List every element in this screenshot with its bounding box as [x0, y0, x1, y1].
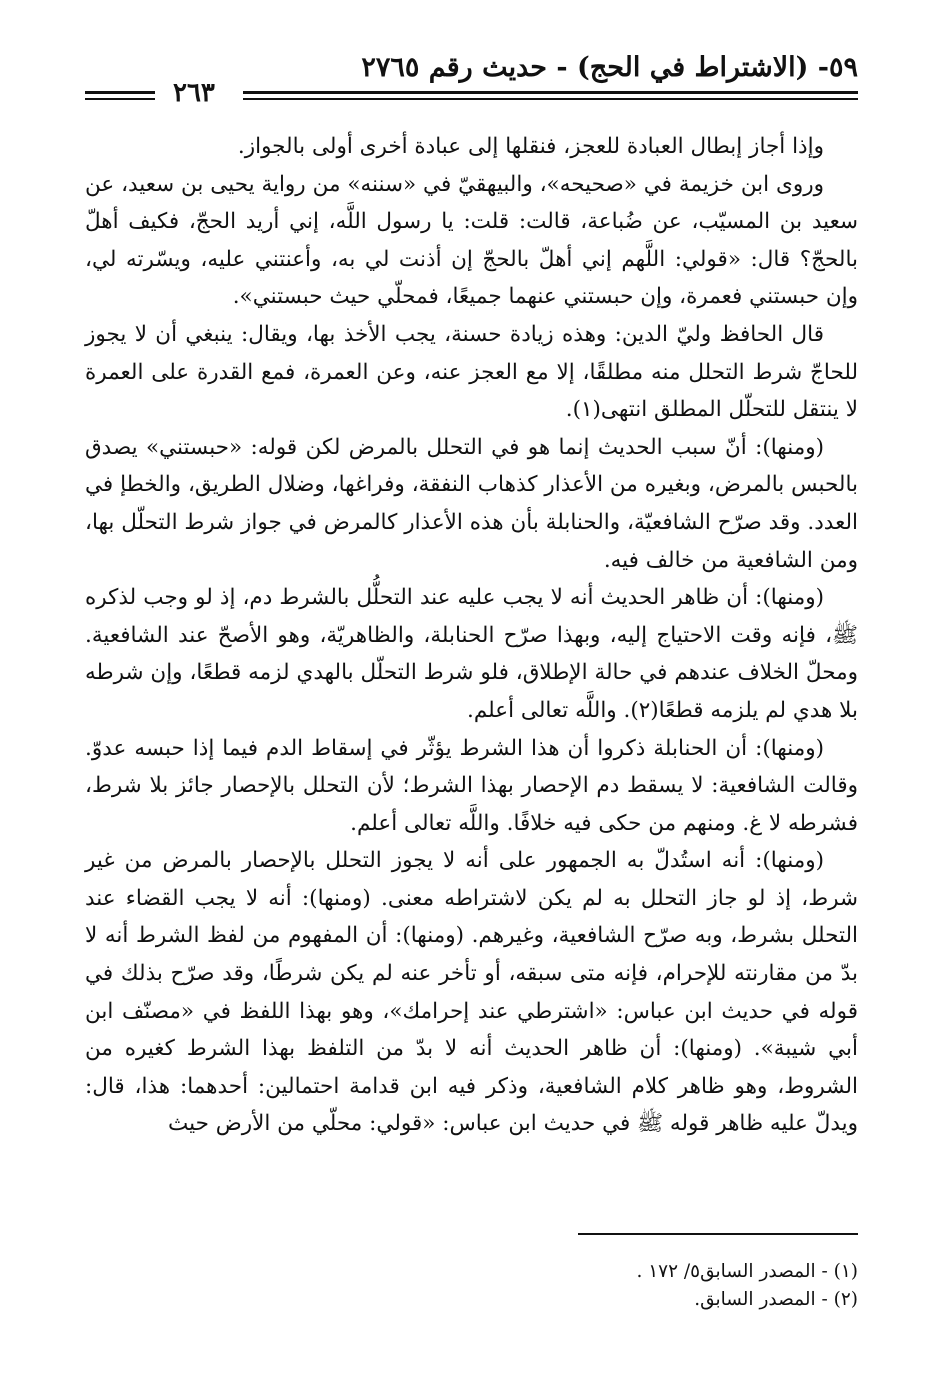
footnote: (٢) - المصدر السابق.	[694, 1289, 858, 1310]
paragraph: (ومنها): أن الحنابلة ذكروا أن هذا الشرط يؤثّر في إسقاط الدم فيما إذا حبسه عدوّ. وقالت الشافعية: لا يسقط دم الإحصار بهذا الشرط؛ لأن التحلل بالإحصار جائز بلا شرط، فشرطه لا غ. ومنهم من حكى فيه خلافًا. واللَّه تعالى أعلم.	[85, 735, 858, 836]
header-rule-right	[243, 91, 858, 100]
paragraph: وروى ابن خزيمة في «صحيحه»، والبيهقيّ في «سننه» من رواية يحيى بن سعيد، عن سعيد بن المسيّب، عن ضُباعة، قالت: قلت: يا رسول اللَّه، إني أريد الحجّ، فكيف أهلّ بالحجّ؟ قال: «قولي: اللَّهم إني أهلّ بالحجّ إن أذنت لي به، وأعنتني عليه، ويسّرته لي، وإن حبستني فعمرة، وإن حبستني عنهما جميعًا، فمحلّي حيث حبستني».	[85, 171, 858, 310]
paragraph: وإذا أجاز إبطال العبادة للعجز، فنقلها إلى عبادة أخرى أولى بالجواز.	[237, 134, 824, 159]
footnotes	[85, 1258, 858, 1314]
paragraph: (ومنها): أن ظاهر الحديث أنه لا يجب عليه عند التحلُّل بالشرط دم، إذ لو وجب لذكره ﷺ، فإنه وقت الاحتياج إليه، وبهذا صرّح الحنابلة، والظاهريّة، وهو الأصحّ عند الشافعية. ومحلّ الخلاف عندهم في حالة الإطلاق، فلو شرط التحلّل بالهدي لزمه قطعًا، وإن شرطه بلا هدي لم يلزمه قطعًا(٢). واللَّه تعالى أعلم.	[85, 585, 858, 723]
running-title: ٥٩- (الاشتراط في الحج) - حديث رقم ٢٧٦٥	[361, 52, 858, 83]
page-number: ٢٦٣	[173, 78, 215, 108]
main-text	[85, 128, 858, 1143]
footnote: (١) - المصدر السابق٥/ ١٧٢ .	[636, 1261, 858, 1282]
page-header	[85, 52, 858, 106]
paragraph: (ومنها): أنه استُدلّ به الجمهور على أنه لا يجوز التحلل بالإحصار بالمرض من غير شرط، إذ لو جاز التحلل به لم يكن لاشتراطه معنى. (ومنها): أنه لا يجب القضاء عند التحلل بشرط، وبه صرّح الشافعية، وغيرهم. (ومنها): أن المفهوم من لفظ الشرط أنه لا بدّ من مقارنته للإحرام، فإنه متى سبقه، أو تأخر عنه لم يكن شرطًا، وقد صرّح بذلك في قوله في حديث ابن عباس: «اشترطي عند إحرامك»، وهو بهذا اللفظ في «مصنّف ابن أبي شيبة». (ومنها): أن ظاهر الحديث أنه لا بدّ من التلفظ بهذا الشرط كغيره من الشروط، وهو ظاهر كلام الشافعية، وذكر فيه ابن قدامة احتمالين: أحدهما: هذا، قال: ويدلّ عليه ظاهر قوله ﷺ في حديث ابن عباس: «قولي: محلّي من الأرض حيث	[85, 848, 858, 1137]
paragraph: (ومنها): أنّ سبب الحديث إنما هو في التحلل بالمرض لكن قوله: «حبستني» يصدق بالحبس بالمرض، وبغيره من الأعذار كذهاب النفقة، وفراغها، وضلال الطريق، والخطإ في العدد. وقد صرّح الشافعيّة، والحنابلة بأن هذه الأعذار كالمرض في جواز شرط التحلّل بها، ومن الشافعية من خالف فيه.	[85, 434, 858, 573]
paragraph: قال الحافظ وليّ الدين: وهذه زيادة حسنة، يجب الأخذ بها، ويقال: ينبغي أن لا يجوز للحاجّ شرط التحلل منه مطلقًا، إلا مع العجز عنه، وعن العمرة، فمع القدرة على العمرة لا ينتقل للتحلّل المطلق انتهى(١).	[85, 321, 858, 423]
header-rule-left	[85, 91, 155, 100]
footnote-separator	[578, 1233, 858, 1235]
